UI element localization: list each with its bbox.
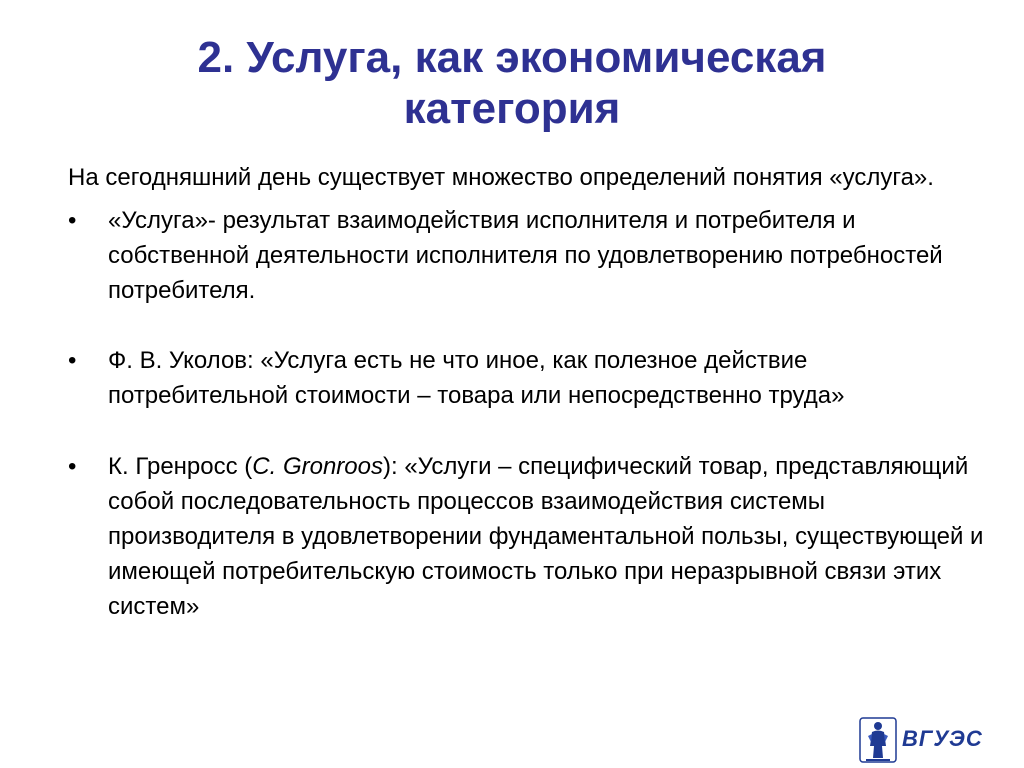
- bullet-item-1: [68, 203, 988, 308]
- bullet-text-1: «Услуга»- результат взаимодействия исполнителя и потребителя и собственной деятельности исполнителя по удовлетворению потребностей потребителя.: [108, 207, 943, 304]
- bullet-marker: •: [68, 207, 77, 234]
- logo-text: ВГУЭС: [902, 726, 983, 751]
- statue-emblem-icon: [858, 716, 898, 764]
- intro-paragraph: На сегодняшний день существует множество определений понятия «услуга».: [68, 164, 934, 191]
- bullet-text-3-suffix: ): «Услуги – специфический товар, представляющий собой последовательность процессов взаимодействия системы производителя в удовлетворении фундаментальной пользы, существующей и имеющей потребительскую стоимость только при неразрывной связи этих систем»: [108, 453, 984, 620]
- bullet-item-2: [68, 343, 988, 413]
- bullet-marker: •: [68, 347, 77, 374]
- slide-title-line-2: категория: [403, 84, 621, 133]
- bullet-text-2: Ф. В. Уколов: «Услуга есть не что иное, как полезное действие потребительной стоимости – товара или непосредственно труда»: [108, 347, 845, 409]
- slide-title: [60, 32, 964, 134]
- slide-title-line-1: 2. Услуга, как экономическая: [197, 33, 827, 82]
- slide-body: [68, 160, 988, 624]
- bullet-text-3-italic: C. Gronroos: [252, 453, 383, 480]
- bullet-marker: •: [68, 453, 77, 480]
- university-logo: [858, 716, 1000, 764]
- bullet-item-3: [68, 449, 988, 624]
- bullet-text-3-prefix: К. Гренросс (: [108, 453, 253, 480]
